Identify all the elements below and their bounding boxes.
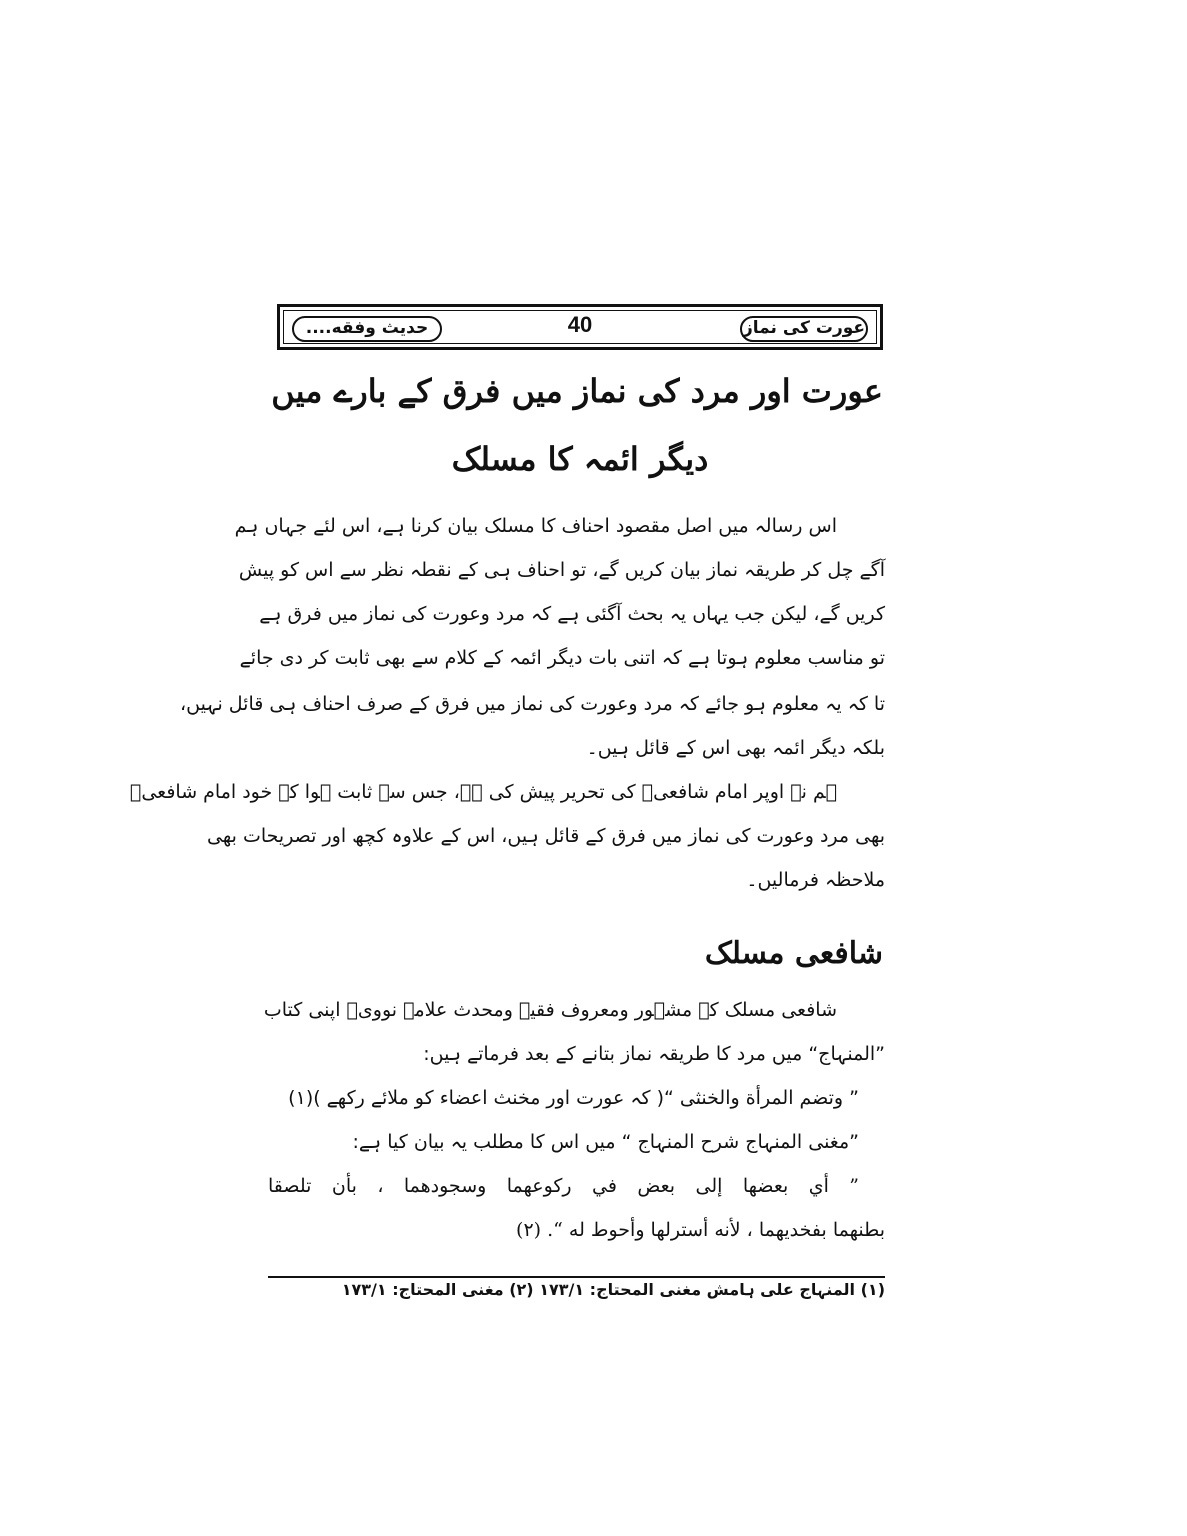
arabic-quote-line: بطنهما بفخديهما ، لأنه أسترلها وأحوط له “. (۲) bbox=[516, 1219, 885, 1241]
paragraph-line: اس رسالہ میں اصل مقصود احناف کا مسلک بیان کرنا ہے، اس لئے جہاں ہم bbox=[234, 515, 837, 537]
section-heading: شافعی مسلک bbox=[704, 936, 883, 971]
arabic-quote-line: ” أي بعضها إلى بعض في ركوعهما وسجودهما ، بأن تلصقا bbox=[268, 1175, 859, 1197]
paragraph-line: ہم نے اوپر امام شافعیؒ کی تحریر پیش کی ہے، جس سے ثابت ہوا کہ خود امام شافعیؒ bbox=[129, 781, 837, 803]
quote-intro-line: ”مغنی المنہاج شرح المنہاج “ میں اس کا مطلب یہ بیان کیا ہے: bbox=[352, 1131, 859, 1153]
paragraph-line: تو مناسب معلوم ہوتا ہے کہ اتنی بات دیگر ائمہ کے کلام سے بھی ثابت کر دی جائے bbox=[239, 647, 885, 669]
footnote: (۱) المنہاج علی ہامش مغنی المحتاج: ۱۷۳/۱ (۲) مغنی المحتاج: ۱۷۳/۱ bbox=[341, 1280, 885, 1299]
paragraph-line: تا کہ یہ معلوم ہو جائے کہ مرد وعورت کی نماز میں فرق کے صرف احناف ہی قائل نہیں، bbox=[180, 693, 885, 715]
header-section-label: حدیث وفقه.... bbox=[292, 316, 442, 342]
paragraph-line: بلکہ دیگر ائمہ بھی اس کے قائل ہیں۔ bbox=[586, 737, 885, 759]
quote-line: ” وتضم المرأة والخنثى “( کہ عورت اور مخنث اعضاء کو ملائے رکھے )(۱) bbox=[288, 1087, 859, 1109]
footnote-divider bbox=[268, 1276, 885, 1278]
running-header bbox=[277, 304, 883, 350]
page-number: 40 bbox=[567, 312, 593, 337]
paragraph-line: ”المنہاج“ میں مرد کا طریقہ نماز بتانے کے بعد فرماتے ہیں: bbox=[423, 1043, 885, 1065]
paragraph-line: شافعی مسلک کے مشہور ومعروف فقیہ ومحدث علامہ نوویؒ اپنی کتاب bbox=[263, 999, 837, 1021]
header-book-title: عورت کی نماز bbox=[740, 316, 868, 342]
paragraph-line: آگے چل کر طریقہ نماز بیان کریں گے، تو احناف ہی کے نقطہ نظر سے اس کو پیش bbox=[238, 559, 885, 581]
chapter-title-line-1: عورت اور مرد کی نماز میں فرق کے بارے میں bbox=[271, 372, 883, 410]
paragraph-line: کریں گے، لیکن جب یہاں یہ بحث آگئی ہے کہ مرد وعورت کی نماز میں فرق ہے bbox=[259, 603, 885, 625]
paragraph-line: بھی مرد وعورت کی نماز میں فرق کے قائل ہیں، اس کے علاوہ کچھ اور تصریحات بھی bbox=[207, 825, 885, 847]
paragraph-line: ملاحظہ فرمالیں۔ bbox=[746, 869, 885, 891]
chapter-title-line-2: دیگر ائمہ کا مسلک bbox=[451, 440, 709, 478]
